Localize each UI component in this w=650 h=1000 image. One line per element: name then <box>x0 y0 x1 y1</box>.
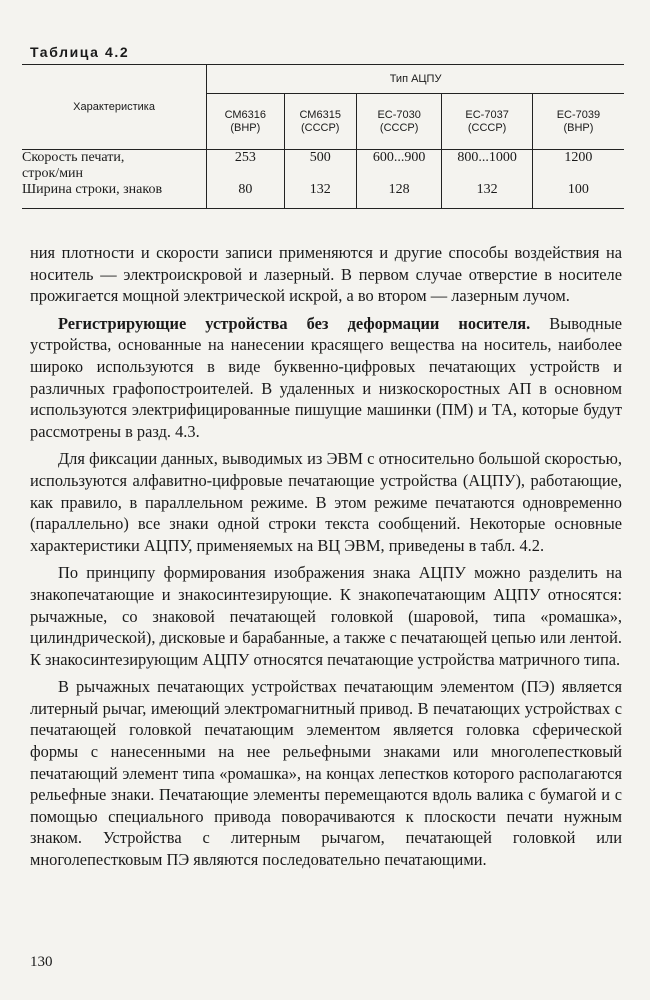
table-caption: Таблица 4.2 <box>30 44 130 60</box>
speed-label: Скорость печати, <box>22 150 125 165</box>
page-number: 130 <box>30 954 53 970</box>
model-name: ЕС-7030 <box>377 108 421 121</box>
width-value: 80 <box>238 182 253 197</box>
body-text <box>30 242 622 871</box>
paragraph: По принципу формирования изображения знака АЦПУ можно разделить на знакопечатающие и знакосинтезирующие. К знакопечатающим АЦПУ относятся: рычажные, со знаковой печатающей головкой (шаровой, типа «ромашка», цилиндрической), дисковые и барабанные, а также с печатающей цепью или лентой. К знакосинтезирующим АЦПУ относятся печатающие устройства матричного типа. <box>30 563 622 669</box>
printer-type-header: Тип АЦПУ <box>207 65 624 94</box>
table-cell <box>532 150 624 209</box>
model-country: (СССР) <box>379 121 419 134</box>
width-value: 132 <box>476 182 498 197</box>
speed-value: 500 <box>309 150 331 165</box>
speed-unit-label: строк/мин <box>22 166 84 181</box>
model-name: ЕС-7039 <box>556 108 601 121</box>
width-value: 100 <box>567 182 589 197</box>
width-value: 132 <box>309 182 331 197</box>
paragraph <box>30 313 622 443</box>
model-country: (СССР) <box>300 121 340 134</box>
paragraph-text: Выводные устройства, основанные на нанесении красящего вещества на носитель, наиболее широко используются в виде буквенно-цифровых печатающих устройств и различных графопостроителей. В удаленных и низкоскоростных АП в основном используются электрифицированные пишущие машинки (ПМ) и ТА, которые будут рассмотрены в разд. 4.3. <box>30 313 622 441</box>
width-value: 128 <box>388 182 410 197</box>
table-cell <box>442 150 532 209</box>
row-labels <box>22 150 207 209</box>
model-header <box>442 94 532 150</box>
speed-value: 800...1000 <box>457 150 517 165</box>
model-header <box>207 94 284 150</box>
model-country: (СССР) <box>467 121 507 134</box>
table-row <box>22 150 624 209</box>
model-header <box>284 94 356 150</box>
model-country: (ВНР) <box>230 121 261 134</box>
model-country: (ВНР) <box>563 121 594 134</box>
line-width-label: Ширина строки, знаков <box>22 182 163 197</box>
speed-value: 600...900 <box>372 150 426 165</box>
model-header <box>356 94 441 150</box>
speed-value: 253 <box>234 150 256 165</box>
paragraph: В рычажных печатающих устройствах печатающим элементом (ПЭ) является литерный рычаг, имеющий электромагнитный привод. В печатающих устройствах с печатающей головкой печатающим элементом является головка сферической формы с нанесенными на нее рельефными знаками или многолепестковый печатающий элемент типа «ромашка», на концах лепестков которого располагаются рельефные знаки. Печатающие элементы перемещаются вдоль валика с бумагой и с помощью специального привода поворачиваются к плоскости печати нужным знаком. Устройства с литерным рычагом, печатающей головкой или многолепестковым ПЭ являются последовательно печатающими. <box>30 677 622 870</box>
model-header <box>532 94 624 150</box>
paragraph: Для фиксации данных, выводимых из ЭВМ с относительно большой скоростью, используются алфавитно-цифровые печатающие устройства (АЦПУ), работающие, как правило, в параллельном режиме. В этом режиме печатаются одновременно (параллельно) все знаки одной строки текста сообщений. Некоторые основные характеристики АЦПУ, применяемых на ВЦ ЭВМ, приведены в табл. 4.2. <box>30 449 622 555</box>
model-name: СМ6316 <box>224 108 267 121</box>
printer-specs-table <box>22 64 624 209</box>
table-cell <box>207 150 284 209</box>
speed-value: 1200 <box>564 150 593 165</box>
model-name: СМ6315 <box>299 108 341 121</box>
table-cell <box>356 150 441 209</box>
paragraph: ния плотности и скорости записи применяются и другие способы воздействия на носитель — электроискровой и лазерный. В первом случае отверстие в носителе прожигается мощной электрической искрой, а во втором — лазерным лучом. <box>30 243 622 306</box>
section-heading: Регистрирующие устройства без деформации носителя. <box>58 313 531 333</box>
model-name: ЕС-7037 <box>465 108 509 121</box>
characteristic-header: Характеристика <box>22 65 207 150</box>
table-cell <box>284 150 356 209</box>
